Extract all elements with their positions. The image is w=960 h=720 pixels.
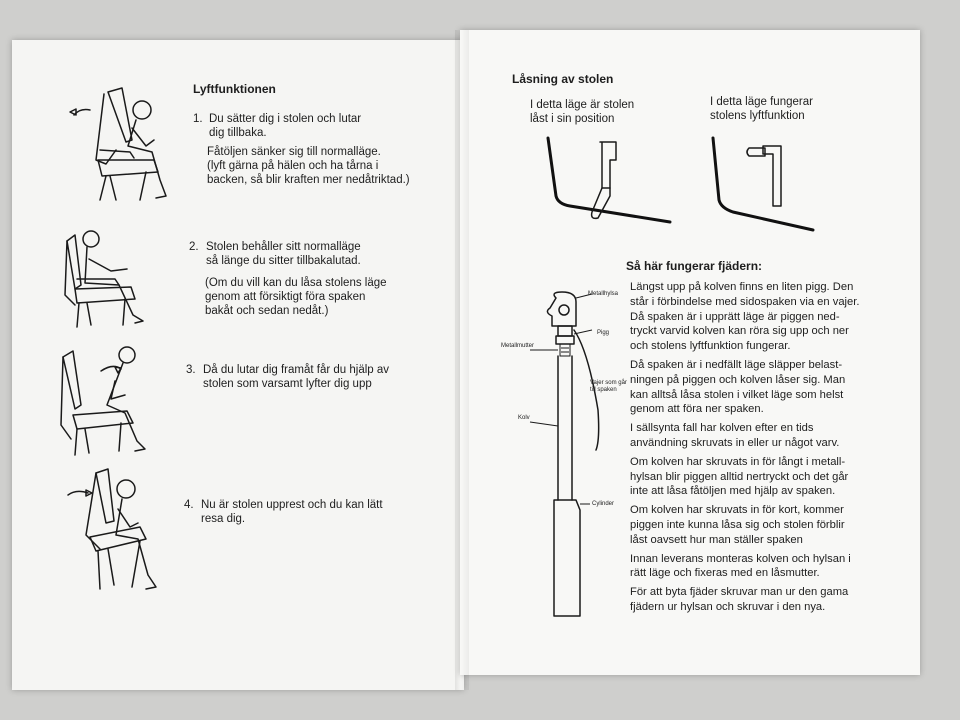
label-cylinder: Cylinder [592,501,615,507]
p5-line: Om kolven har skruvats in för kort, kommer [630,504,844,517]
label-metallhylsa: Metallhylsa [588,291,619,297]
step-1-note-3: backen, så blir kraften mer nedåtriktad.) [207,174,410,186]
p1-line: Då spaken är i upprätt läge är piggen ned- [630,310,840,323]
p1-line: Längst upp på kolven finns en liten pigg. Den [630,281,854,293]
paragraph-3 [630,421,859,451]
label-metallmutter: Metallmutter [501,343,535,349]
piston-diagram-icon [500,290,630,630]
p6-line: Innan leverans monteras kolven och hylsan i [630,552,851,565]
step-3-number: 3. [186,364,196,376]
chair-seated-icon [55,225,175,340]
p2-line: genom att föra ner spaken. [630,403,764,416]
paragraph-5 [630,503,859,547]
step-3-line-2: stolen som varsamt lyfter dig upp [203,378,372,390]
lever-locked-icon [540,130,680,240]
paragraph-1 [630,280,859,354]
label-vajer-2: till spaken [590,387,617,393]
step-4-line-2: resa dig. [201,513,246,525]
step-3-line-1: Då du lutar dig framåt får du hjälp av [203,364,390,376]
right-heading: Låsning av stolen [512,72,614,86]
p7-line: För att byta fjäder skruvar man ur den gama [630,586,849,599]
label-vajer-1: Vajer som går [590,380,627,386]
p4-line: inte att låsa fåtöljen med hjälp av spaken. [630,485,836,498]
step-1-line-2: dig tillbaka. [209,127,267,139]
paragraph-4 [630,455,859,499]
step-2-line-1: Stolen behåller sitt normalläge [206,241,361,253]
step-1-note-2: (lyft gärna på hälen och ha tårna i [207,160,379,172]
p1-line: och stolens lyftfunktion fungerar. [630,340,791,353]
p5-line: låst oavsett hur man ställer spaken [630,533,803,546]
p2-line: kan alltså låsa stolen i vilket läge som helst [630,388,844,401]
paragraph-7 [630,585,859,615]
p1-line: tryckt varvid kolven kan röra sig upp och ner [630,325,849,338]
chair-leaning-forward-icon [55,345,175,465]
p1-line: står i förbindelse med sidospaken via en vajer. [630,295,860,308]
book-gutter [455,30,469,690]
step-1-line-1: Du sätter dig i stolen och lutar [209,113,362,125]
step-1-number: 1. [193,113,203,125]
label-pigg: Pigg [597,330,610,336]
chair-reclined-icon [60,80,180,220]
lift-caption-2: stolens lyftfunktion [710,110,805,122]
step-1-note-1: Fåtöljen sänker sig till normalläge. [207,146,381,158]
step-2-note-3: bakåt och sedan nedåt.) [205,305,329,317]
p2-line: Då spaken är i nedfällt läge släpper belast- [630,358,843,371]
p3-line: I sällsynta fall har kolven efter en tids [630,422,814,435]
p4-line: hylsan blir piggen alltid nertryckt och det går [630,470,849,483]
paragraph-6 [630,552,859,582]
paragraph-2 [630,358,859,417]
lift-caption-1: I detta läge fungerar [710,96,813,108]
p5-line: piggen inte kunna låsa sig och stolen förblir [630,518,845,531]
step-2-note-1: (Om du vill kan du låsa stolens läge [205,277,387,289]
chair-raised-icon [60,465,180,605]
step-2-number: 2. [189,241,199,253]
label-kolv: Kolv [518,415,530,421]
p2-line: ningen på piggen och kolven låser sig. Man [630,373,846,386]
locked-caption-1: I detta läge är stolen [530,99,635,111]
step-2-line-2: så länge du sitter tillbakalutad. [206,255,361,267]
p3-line: användning skruvats in eller ur något varv. [630,436,840,449]
lever-lift-icon [705,130,835,240]
spring-heading: Så här fungerar fjädern: [626,259,763,273]
spring-paragraphs [630,280,859,615]
step-4-number: 4. [184,499,194,511]
step-4-line-1: Nu är stolen upprest och du kan lätt [201,499,383,511]
p7-line: fjädern ur hylsan och skruvar i den nya. [630,600,826,613]
p6-line: rätt läge och fixeras med en låsmutter. [630,567,820,580]
p4-line: Om kolven har skruvats in för långt i metall- [630,455,846,468]
locked-caption-2: låst i sin position [530,113,615,125]
left-heading: Lyftfunktionen [193,82,276,96]
step-2-note-2: genom att försiktigt föra spaken [205,291,366,303]
